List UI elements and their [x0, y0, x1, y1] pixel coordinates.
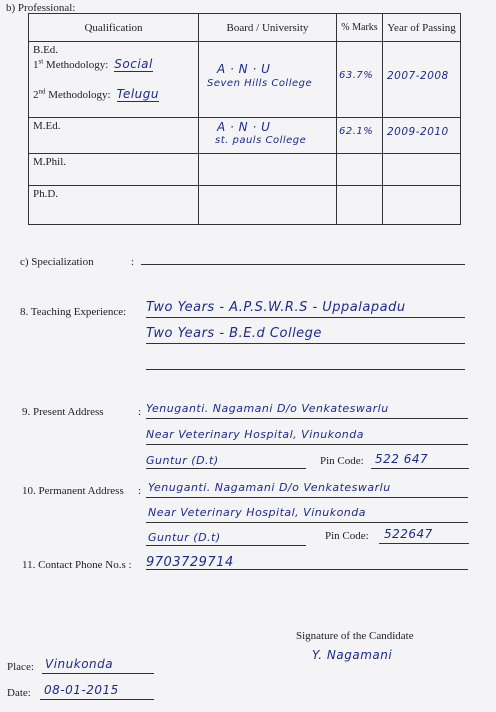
phone-label: 11. Contact Phone No.s : — [22, 559, 132, 571]
present-address-line-2: Near Veterinary Hospital, Vinukonda — [146, 428, 364, 441]
present-address-label: 9. Present Address — [22, 406, 104, 418]
present-pin-label: Pin Code: — [320, 455, 364, 467]
section-b-title: b) Professional: — [6, 2, 76, 14]
qualification-bed: B.Ed. — [33, 44, 59, 56]
permanent-address-label: 10. Permanent Address — [22, 485, 124, 497]
teaching-line-1: Two Years - A.P.S.W.R.S - Uppalapadu — [146, 300, 406, 315]
specialization-label: c) Specialization — [20, 256, 94, 268]
teaching-line-2: Two Years - B.E.d College — [146, 326, 322, 341]
methodology-1-value: Social — [114, 57, 153, 71]
permanent-address-line-2: Near Veterinary Hospital, Vinukonda — [148, 506, 366, 519]
board-cell: A · N · U Seven Hills College — [199, 42, 337, 118]
permanent-address-line-3: Guntur (D.t) — [148, 531, 221, 544]
present-address-line-1: Yenuganti. Nagamani D/o Venkateswarlu — [146, 402, 389, 415]
signature-value: Y. Nagamani — [312, 648, 393, 662]
header-qualification: Qualification — [29, 14, 199, 42]
board-cell: A · N · U st. pauls College — [199, 118, 337, 154]
header-marks: % Marks — [337, 14, 383, 42]
permanent-pin-value: 522647 — [384, 527, 433, 541]
present-pin-value: 522 647 — [375, 452, 429, 466]
present-address-line-3: Guntur (D.t) — [146, 454, 219, 467]
specialization-colon: : — [131, 256, 135, 268]
present-address-colon: : — [138, 406, 142, 418]
table-row — [29, 118, 461, 154]
header-year: Year of Passing — [383, 14, 461, 42]
methodology-2-value: Telugu — [116, 87, 159, 101]
qualification-cell — [29, 42, 199, 118]
specialization-line — [141, 264, 465, 265]
place-value: Vinukonda — [45, 657, 114, 671]
table-row — [29, 186, 461, 225]
table-header-row — [29, 14, 461, 42]
methodology-2: 2nd Methodology: Telugu — [33, 87, 159, 101]
methodology-1: 1st Methodology: Social — [33, 57, 153, 71]
date-label: Date: — [7, 687, 31, 699]
marks-cell: 62.1% — [337, 118, 383, 154]
teaching-label: 8. Teaching Experience: — [20, 306, 127, 318]
signature-label: Signature of the Candidate — [296, 630, 414, 642]
marks-cell: 63.7% — [337, 42, 383, 118]
professional-table — [28, 13, 461, 225]
place-label: Place: — [7, 661, 34, 673]
year-cell: 2007-2008 — [383, 42, 461, 118]
table-row — [29, 154, 461, 186]
header-board: Board / University — [199, 14, 337, 42]
qualification-cell: M.Phil. — [29, 154, 199, 186]
qualification-cell: M.Ed. — [29, 118, 199, 154]
permanent-address-colon: : — [138, 485, 142, 497]
qualification-cell: Ph.D. — [29, 186, 199, 225]
year-cell: 2009-2010 — [383, 118, 461, 154]
permanent-pin-label: Pin Code: — [325, 530, 369, 542]
table-row — [29, 42, 461, 118]
phone-value: 9703729714 — [146, 555, 234, 570]
permanent-address-line-1: Yenuganti. Nagamani D/o Venkateswarlu — [148, 481, 391, 494]
date-value: 08-01-2015 — [44, 683, 119, 697]
